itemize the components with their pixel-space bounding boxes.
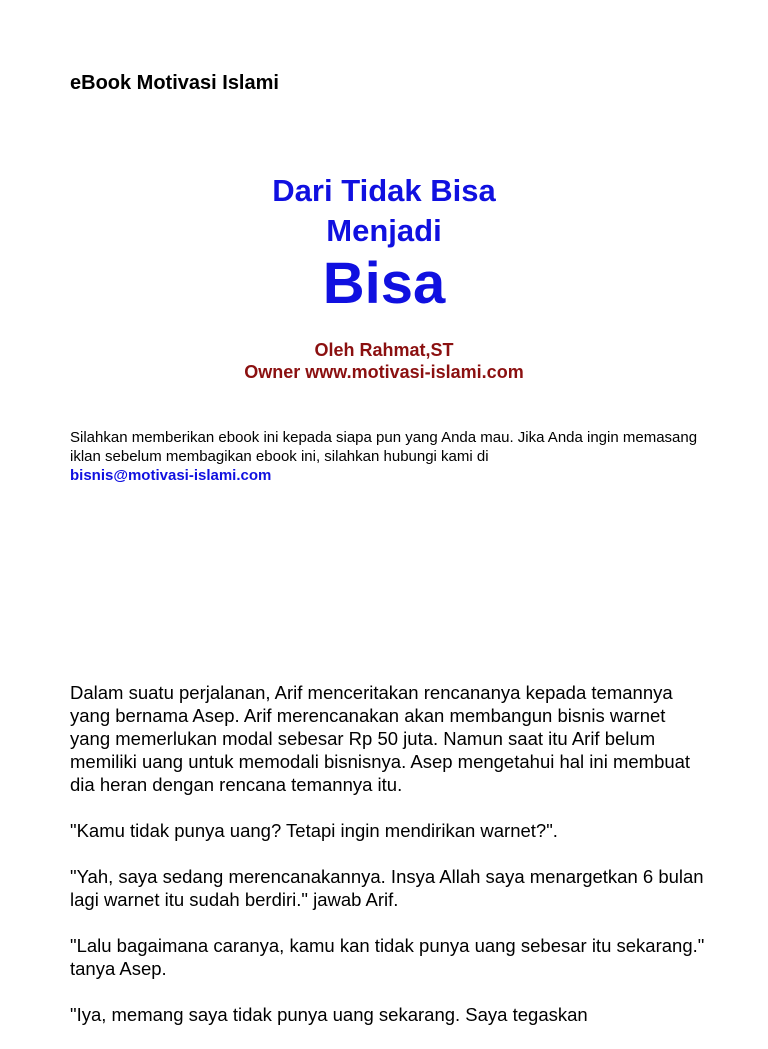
ebook-header: eBook Motivasi Islami	[70, 72, 279, 94]
story-paragraph: "Lalu bagaimana caranya, kamu kan tidak punya uang sebesar itu sekarang." tanya Asep.	[70, 935, 705, 979]
title-line-3: Bisa	[322, 251, 446, 316]
story-paragraph: "Kamu tidak punya uang? Tetapi ingin mendirikan warnet?".	[70, 820, 558, 841]
story-body	[70, 681, 710, 1049]
title-line-2: Menjadi	[326, 213, 442, 248]
story-paragraph: "Yah, saya sedang merencanakannya. Insya Allah saya menargetkan 6 bulan lagi warnet itu sudah berdiri." jawab Arif.	[70, 866, 704, 910]
notice-text: Silahkan memberikan ebook ini kepada siapa pun yang Anda mau. Jika Anda ingin memasang iklan sebelum membagikan ebook ini, silahkan hubungi kami di	[70, 429, 698, 465]
story-paragraph: Dalam suatu perjalanan, Arif menceritakan rencananya kepada temannya yang bernama Asep. Arif merencanakan akan membangun bisnis warnet yang memerlukan modal sebesar Rp 50 juta. Namun saat itu Arif belum memiliki uang untuk memodali bisnisnya. Asep mengetahui hal ini membuat dia heran dengan rencana temannya itu.	[70, 682, 691, 795]
author-name: Oleh Rahmat,ST	[314, 340, 454, 360]
title-line-1: Dari Tidak Bisa	[272, 173, 496, 208]
sharing-notice	[70, 428, 710, 485]
author-owner: Owner www.motivasi-islami.com	[244, 362, 524, 382]
story-paragraph: "Iya, memang saya tidak punya uang sekarang. Saya tegaskan	[70, 1004, 588, 1025]
contact-email-link[interactable]: bisnis@motivasi-islami.com	[70, 467, 272, 484]
